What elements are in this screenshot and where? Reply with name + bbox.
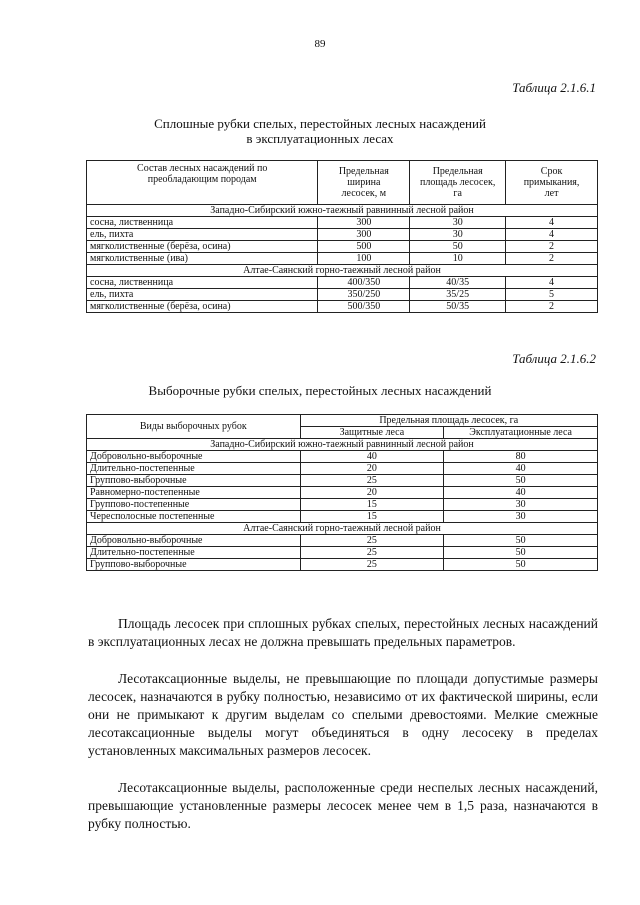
table-row: мягколиственные (ива) 100 10 2 [87,253,598,265]
table-row: Группово-выборочные 25 50 [87,559,598,571]
table1-label: Таблица 2.1.6.1 [512,80,596,95]
table-row: Группово-выборочные 25 50 [87,475,598,487]
table2-header-group: Предельная площадь лесосек, га [300,415,597,427]
table1-header-term: Срок примыкания, лет [506,161,598,205]
table2-header-type: Виды выборочных рубок [87,415,301,439]
table1-header-width: Предельная ширина лесосек, м [318,161,410,205]
table2-header-row [87,415,598,427]
table2 [86,414,598,571]
table1-header-composition: Состав лесных насаждений по преобладающим породам [87,161,318,205]
table2-title: Выборочные рубки спелых, перестойных лесных насаждений [148,383,492,398]
table2-region-row: Алтае-Саянский горно-таежный лесной район [87,523,598,535]
table1-header-area: Предельная площадь лесосек, га [410,161,506,205]
table1-region-row: Западно-Сибирский южно-таежный равнинный лесной район [87,205,598,217]
paragraph-2: Лесотаксационные выделы, не превышающие по площади допустимые размеры лесосек, назначаются в рубку полностью, независимо от их фактической ширины, если они не примыкают к другим выделам со спелыми древостоями. Мелкие смежные лесотаксационные выделы могут объединяться в одну лесосеку в пределах установленных максимальных размеров лесосек. [88,671,598,758]
table-row: Равномерно-постепенные 20 40 [87,487,598,499]
table-row: ель, пихта 350/250 35/25 5 [87,289,598,301]
paragraph-3: Лесотаксационные выделы, расположенные среди неспелых лесных насаждений, превышающие установленные размеры лесосек менее чем в 1,5 раза, назначаются в рубку полностью. [88,780,598,831]
table1-title-line2: в эксплуатационных лесах [246,131,394,146]
table-row: мягколиственные (берёза, осина) 500 50 2 [87,241,598,253]
table-row: мягколиственные (берёза, осина) 500/350 50/35 2 [87,301,598,313]
table2-header-exploitation: Эксплуатационные леса [444,427,598,439]
page-number: 89 [314,38,326,50]
table-row: Группово-постепенные 15 30 [87,499,598,511]
table2-label: Таблица 2.1.6.2 [512,351,596,366]
table-row: ель, пихта 300 30 4 [87,229,598,241]
table-row: сосна, лиственница 400/350 40/35 4 [87,277,598,289]
table-row: Длительно-постепенные 25 50 [87,547,598,559]
table1-title-line1: Сплошные рубки спелых, перестойных лесных насаждений [154,116,486,131]
table-row: сосна, лиственница 300 30 4 [87,217,598,229]
table-row: Добровольно-выборочные 40 80 [87,451,598,463]
table-row: Чересполосные постепенные 15 30 [87,511,598,523]
table2-region-row: Западно-Сибирский южно-таежный равнинный лесной район [87,439,598,451]
table1-title [0,116,640,146]
paragraph-1: Площадь лесосек при сплошных рубках спелых, перестойных лесных насаждений в эксплуатационных лесах не должна превышать предельных параметров. [88,616,598,649]
table1-header-row [87,161,598,205]
table-row: Длительно-постепенные 20 40 [87,463,598,475]
table-row: Добровольно-выборочные 25 50 [87,535,598,547]
table1-region-row: Алтае-Саянский горно-таежный лесной район [87,265,598,277]
table2-header-protective: Защитные леса [300,427,444,439]
table1 [86,160,598,313]
